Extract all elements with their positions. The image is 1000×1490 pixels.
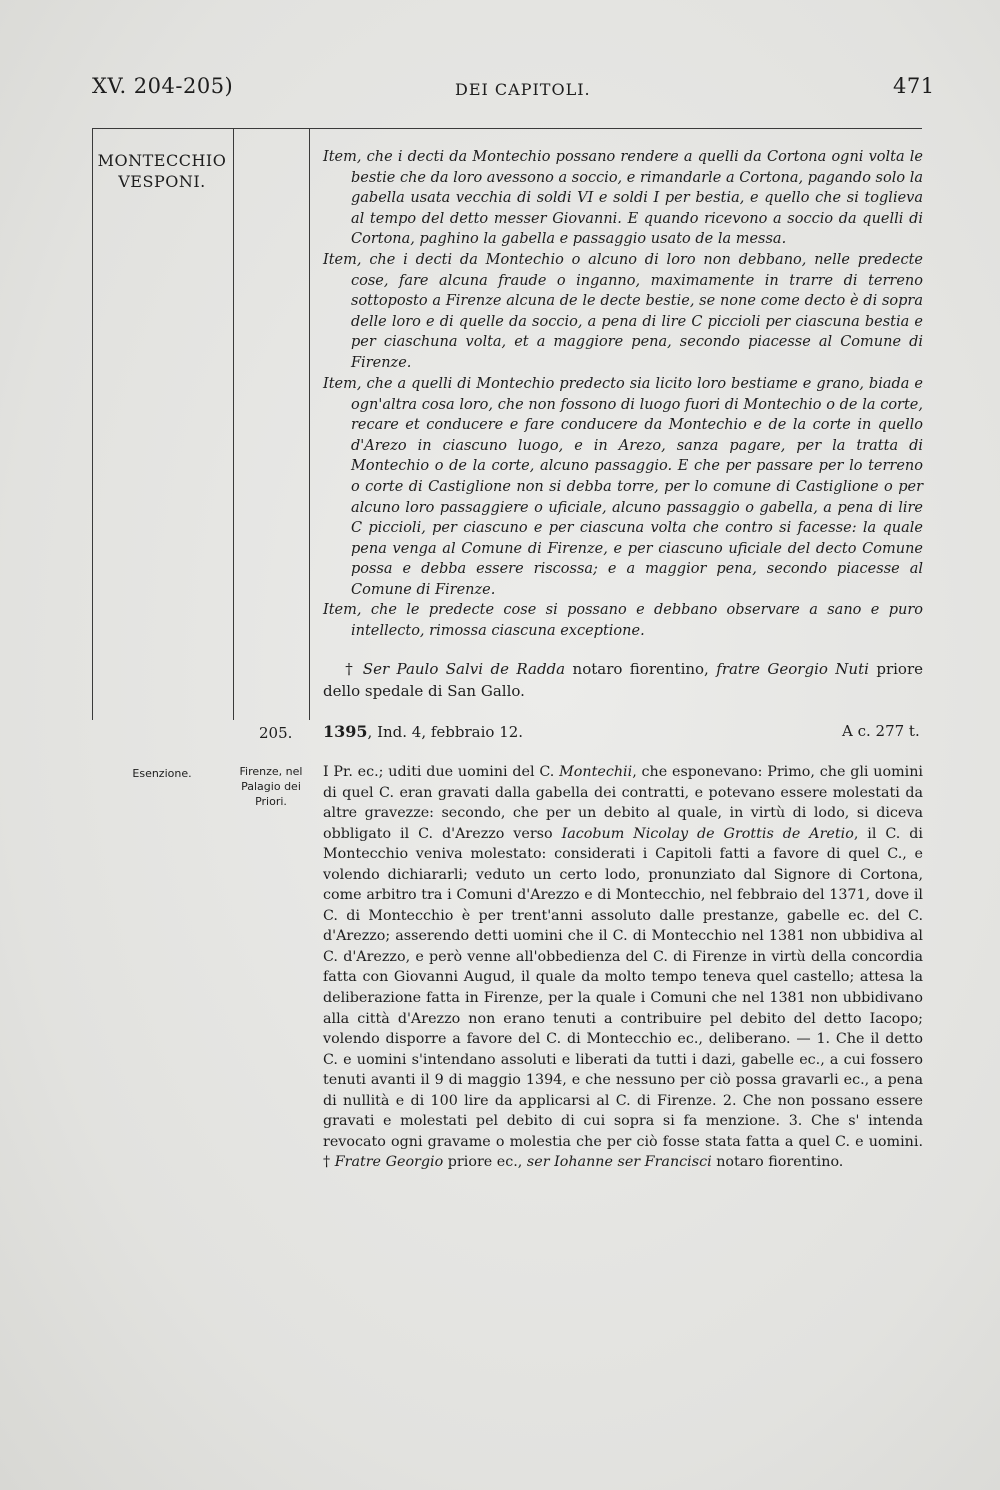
margin-rule-left (92, 128, 93, 720)
entry-body (323, 762, 923, 1173)
body-text: , il C. di Montecchio veniva molestato: considerati i Capitoli fatti a favore di quel C., e volendo dichiararli; veduto un certo lodo, pronunziato dal Signore di Cortona, come arbitro tra i Comuni d'Arezzo e di Montecchio, nel febbraio del 1371, dove il C. di Montecchio è per trent'anni assoluto dalle prestanze, gabelle ec. del C. d'Arezzo; asserendo detti uomini che il C. di Montecchio nel 1381 non ubbidiva al C. d'Arezzo, e però venne all'obbedienza del C. di Firenze in virtù della concordia fatta con Giovanni Augud, il quale da molto tempo teneva quel castello; attesa la deliberazione fatta in Firenze, per la quale i Comuni che nel 1381 non ubbidivano alla città d'Arezzo non erano tenuti a contribuire pel debito del detto Iacopo; volendo disporre a favore del C. di Montecchio ec., deliberano. — 1. Che il detto C. e uomini s'intendano assoluti e liberati da tutti i dazi, gabelle ec., a cui fossero tenuti avanti il 9 di maggio 1394, e che nessuno per ciò possa gravarli ec., a pena di nullità e di 100 lire da applicarsi al C. di Firenze. 2. Che non possano essere gravati e molestati pel debito di cui sopra si fa menzione. 3. Che s' intenda revocato ogni gravame o molestia che per ciò fosse stata fatta a quel C. e uomini. † (323, 825, 924, 1171)
item-text: Item, che le predecte cose si possano e debbano observare a sano e puro intellecto, rimossa ciascuna exceptione. (323, 602, 923, 639)
body-text: I Pr. ec.; uditi due uomini del C. (323, 764, 555, 780)
page-number: 471 (893, 74, 935, 98)
body-text: notaro fiorentino. (716, 1154, 844, 1171)
margin-heading: MONTECCHIO VESPONI. (97, 151, 227, 191)
entry-number: 205. (259, 724, 293, 742)
signature-line (323, 658, 923, 702)
running-header-left: XV. 204-205) (92, 74, 234, 98)
body-italic: Fratre Georgio (334, 1154, 444, 1171)
entry-year: 1395 (323, 722, 368, 741)
margin-subject: Esenzione. (132, 767, 192, 780)
header-rule (92, 128, 922, 129)
archive-reference: A c. 277 t. (842, 722, 920, 740)
item-paragraph-2 (323, 250, 923, 374)
item-paragraph-4 (323, 600, 923, 641)
item-text: Item, che i decti da Montechio o alcuno di loro non debbano, nelle predecte cose, fare alcuna fraude o inganno, maximamente in trarre di terreno sottoposto a Firenze alcuna de le decte bestie, se none come decto è di sopra delle loro e di quelle da soccio, a pena di lire C piccioli per ciascuna bestia e per ciaschuna volta, et a maggiore pena, secondo piacesse al Comune di Firenze. (323, 252, 923, 371)
running-header-title: DEI CAPITOLI. (455, 80, 591, 99)
signatory-1-role: notaro fiorentino, (572, 660, 709, 678)
item-text: Item, che i decti da Montechio possano rendere a quelli da Cortona ogni volta le bestie che da loro avessono a soccio, e rimandarle a Cortona, pagando solo la gabella usata vecchia di soldi VI e soldi I per bestia, e quello che si toglieva al tempo del detto messer Giovanni. E quando ricevono a soccio da quelli di Cortona, paghino la gabella e passaggio usato de la messa. (323, 149, 923, 248)
item-text: Item, che a quelli di Montechio predecto sia licito loro bestiame e grano, biada e ogn'altra cosa loro, che non fossono di luogo fuori di Montechio o de la corte, recare et conducere e fare conducere da Montechio e de la corte in quello d'Arezo in ciascuno luogo, e in Arezo, sanza pagare, per la tratta di Montechio o de la corte, alcuno passaggio. E che per passare per lo terreno o corte di Castiglione non si debba torre, per lo comune di Castiglione o per alcuno loro passaggiere o uficiale, alcuno passaggio o gabella, a pena di lire C piccioli, per ciascuno e per ciascuna volta che contro si facesse: la quale pena venga al Comune di Firenze, e per ciascuno uficiale del decto Comune possa e debba essere riscossa; e a maggior pena, secondo piacesse al Comune di Firenze. (323, 376, 923, 598)
entry-date-text: , Ind. 4, febbraio 12. (367, 723, 524, 741)
entry-date (323, 722, 523, 741)
signatory-2-role: priore dello spedale di San Gallo. (323, 660, 924, 700)
signatory-2: fratre Georgio Nuti (716, 660, 869, 678)
cross-mark: † (345, 660, 356, 678)
body-text: , che esponevano: Primo, che gli uomini di quel C. eran gravati dalla gabella dei contratti, e potevano essere molestati da altre gravezze: secondo, che per un debito al quale, in virtù di lodo, si diceva obbligato il C. d'Arezzo verso (323, 764, 924, 842)
body-text: priore ec., (447, 1154, 523, 1171)
signatory-1: Ser Paulo Salvi de Radda (362, 660, 566, 678)
margin-rule-middle (233, 128, 234, 720)
body-italic: Iacobum Nicolay de Grottis de Aretio (561, 825, 854, 842)
margin-place: Firenze, nel Palagio dei Priori. (239, 765, 303, 808)
body-italic: Montechii (559, 764, 633, 780)
margin-rule-right (309, 128, 310, 720)
item-paragraph-1 (323, 147, 923, 250)
body-italic: ser Iohanne ser Francisci (526, 1154, 712, 1171)
item-paragraph-3 (323, 374, 923, 601)
